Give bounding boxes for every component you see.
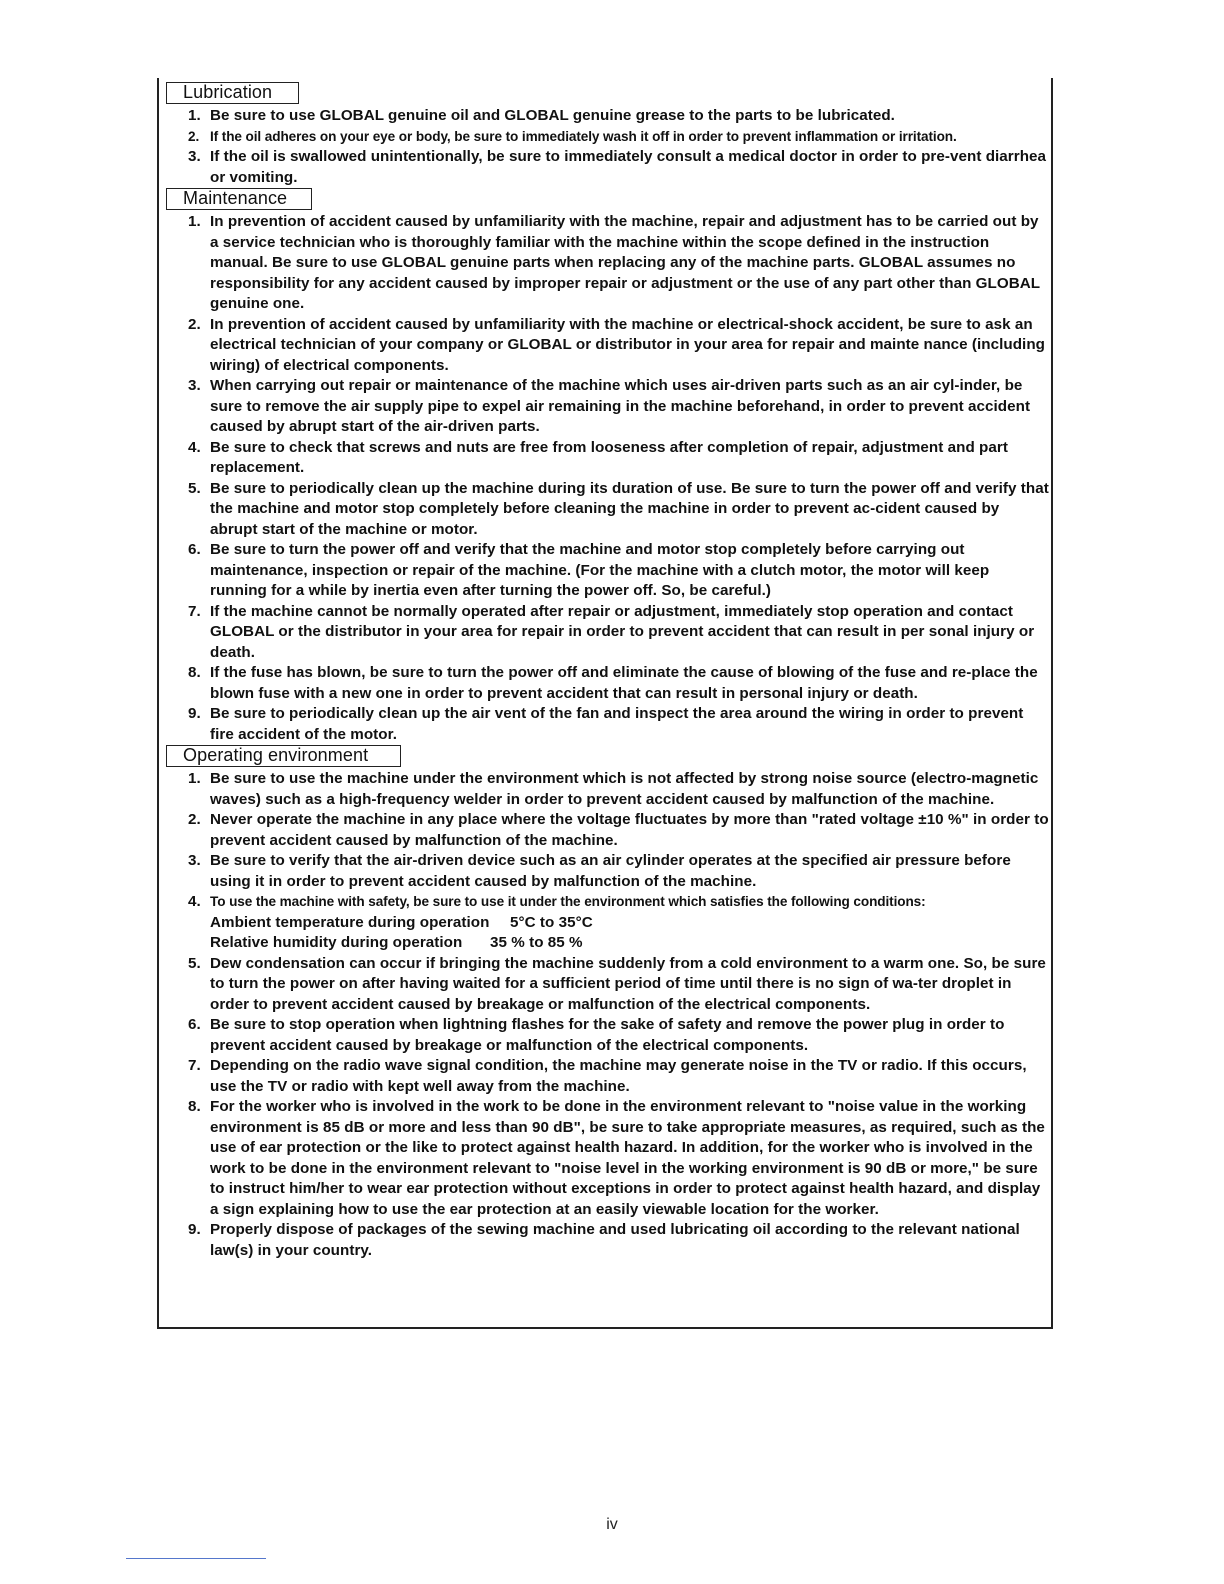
item-number: 1. xyxy=(188,213,201,230)
list-item xyxy=(166,376,1050,438)
item-text: In prevention of accident caused by unfamiliarity with the machine or electrical-shock accident, be sure to ask an electrical technician of your company or GLOBAL or distributor in your area for repair and mainte nance (including wiring) of electrical components. xyxy=(210,315,1045,374)
list-item xyxy=(166,1220,1050,1261)
item-number: 7. xyxy=(188,1057,201,1074)
section-heading-maintenance: Maintenance xyxy=(166,188,312,210)
condition-ambient-temperature xyxy=(210,913,1050,934)
item-number: 1. xyxy=(188,770,201,787)
section-heading-operating-environment: Operating environment xyxy=(166,745,401,767)
item-text: If the fuse has blown, be sure to turn the power off and eliminate the cause of blowing of the fuse and re-place the blown fuse with a new one in order to prevent accident that can result in personal injury or death. xyxy=(210,664,1038,702)
list-item xyxy=(166,810,1050,851)
item-text: Never operate the machine in any place where the voltage fluctuates by more than "rated voltage ±10 %" in order to prevent accident caused by malfunction of the machine. xyxy=(210,811,1049,849)
item-text: Be sure to turn the power off and verify that the machine and motor stop completely before carrying out maintenance, inspection or repair of the machine. (For the machine with a clutch motor, the motor will keep running for a while by inertia even after turning the power off. So, be careful.) xyxy=(210,541,990,599)
condition-label: Relative humidity during operation xyxy=(210,934,463,951)
section-lubrication xyxy=(166,82,1050,188)
list-item xyxy=(166,212,1050,315)
item-number: 2. xyxy=(188,128,200,144)
item-text: If the oil is swallowed unintentionally, be sure to immediately consult a medical doctor in order to pre-vent diarrhea or vomiting. xyxy=(210,148,1047,186)
section-operating-environment xyxy=(166,745,1050,1261)
item-number: 4. xyxy=(188,438,201,456)
list-item xyxy=(166,1015,1050,1056)
list-item xyxy=(166,954,1050,1016)
item-number: 9. xyxy=(188,1221,201,1238)
item-text: Be sure to verify that the air-driven device such as an air cylinder operates at the specified air pressure before using it in order to prevent accident caused by malfunction of the machine. xyxy=(210,852,1011,890)
list-item xyxy=(166,892,1050,954)
item-text: Be sure to use GLOBAL genuine oil and GLOBAL genuine grease to the parts to be lubricated. xyxy=(210,107,895,124)
list-item xyxy=(166,438,1050,479)
item-number: 2. xyxy=(188,315,201,333)
item-number: 3. xyxy=(188,852,201,869)
item-text: When carrying out repair or maintenance of the machine which uses air-driven parts such as an air cyl-inder, be sure to remove the air supply pipe to expel air remaining in the machine beforehand, in order to prevent accident caused by abrupt start of the air-driven parts. xyxy=(210,377,1031,435)
item-number: 8. xyxy=(188,1098,201,1115)
item-number: 4. xyxy=(188,893,201,910)
item-text: Depending on the radio wave signal condition, the machine may generate noise in the TV or radio. If this occurs, use the TV or radio with kept well away from the machine. xyxy=(210,1057,1027,1095)
environment-list xyxy=(166,769,1050,1261)
item-text: In prevention of accident caused by unfamiliarity with the machine, repair and adjustment has to be carried out by a service technician who is thoroughly familiar with the machine within the scope defined in the instruction manual. Be sure to use GLOBAL genuine parts when replacing any of the machine parts. GLOBAL assumes no responsibility for any accident caused by improper repair or adjustment or the use of any part other than GLOBAL genuine one. xyxy=(210,213,1040,312)
item-text: Be sure to periodically clean up the machine during its duration of use. Be sure to turn the power off and verify that the machine and motor stop completely before cleaning the machine in order to prevent ac-cident caused by abrupt start of the machine or motor. xyxy=(210,479,1049,538)
lubrication-list xyxy=(166,106,1050,188)
item-number: 6. xyxy=(188,541,201,558)
condition-relative-humidity xyxy=(210,933,1050,954)
footnote-divider xyxy=(126,1558,266,1559)
item-number: 3. xyxy=(188,148,201,165)
item-text: Be sure to stop operation when lightning flashes for the sake of safety and remove the power plug in order to prevent accident caused by breakage or malfunction of the electrical components. xyxy=(210,1016,1005,1054)
item-text: Properly dispose of packages of the sewing machine and used lubricating oil according to the relevant national law(s) in your country. xyxy=(210,1221,1020,1259)
list-item xyxy=(166,1097,1050,1220)
item-number: 8. xyxy=(188,664,201,681)
section-maintenance xyxy=(166,188,1050,745)
item-text: For the worker who is involved in the work to be done in the environment relevant to "noise value in the working environment is 85 dB or more and less than 90 dB", be sure to take appropriate measures, as required, such as the use of ear protection or the like to protect against health hazard. In addition, for the worker who is involved in the work to be done in the environment relevant to "noise level in the working environment is 90 dB or more," be sure to instruct him/her to wear ear protection without exceptions in order to protect against health hazard, and display a sign explaining how to use the ear protection at an easily viewable location for the worker. xyxy=(210,1098,1045,1218)
item-text: To use the machine with safety, be sure to use it under the environment which satisfies the following conditions: xyxy=(210,894,926,909)
list-item xyxy=(166,315,1050,377)
list-item xyxy=(166,147,1050,188)
maintenance-list xyxy=(166,212,1050,745)
item-text: Be sure to check that screws and nuts are free from looseness after completion of repair, adjustment and part replacement. xyxy=(210,438,1008,476)
item-number: 6. xyxy=(188,1016,201,1033)
list-item xyxy=(166,704,1050,745)
item-text: If the oil adheres on your eye or body, be sure to immediately wash it off in order to prevent inflammation or irritation. xyxy=(210,128,957,144)
item-number: 5. xyxy=(188,954,201,972)
list-item xyxy=(166,602,1050,664)
condition-label: Ambient temperature during operation xyxy=(210,913,490,931)
list-item xyxy=(166,1056,1050,1097)
item-number: 5. xyxy=(188,479,201,497)
item-text: Be sure to use the machine under the environment which is not affected by strong noise source (electro-magnetic waves) such as a high-frequency welder in order to prevent accident caused by malfunction of the machine. xyxy=(210,770,1039,808)
item-number: 7. xyxy=(188,602,201,620)
item-text: Be sure to periodically clean up the air vent of the fan and inspect the area around the wiring in order to prevent fire accident of the motor. xyxy=(210,705,1024,743)
item-text: If the machine cannot be normally operated after repair or adjustment, immediately stop operation and contact GLOBAL or the distributor in your area for repair in order to prevent accident that can result in per sonal injury or death. xyxy=(210,602,1035,661)
item-number: 2. xyxy=(188,811,201,828)
list-item xyxy=(166,540,1050,602)
list-item xyxy=(166,851,1050,892)
list-item xyxy=(166,769,1050,810)
item-text: Dew condensation can occur if bringing the machine suddenly from a cold environment to a warm one. So, be sure to turn the power on after having waited for a sufficient period of time until there is no sign of wa-ter droplet in order to prevent accident caused by breakage or malfunction of the electrical components. xyxy=(210,954,1046,1013)
item-number: 3. xyxy=(188,377,201,394)
section-heading-lubrication: Lubrication xyxy=(166,82,299,104)
item-number: 9. xyxy=(188,705,201,722)
item-number: 1. xyxy=(188,107,201,124)
page-number: iv xyxy=(606,1516,618,1533)
list-item xyxy=(166,479,1050,541)
condition-value: 5°C to 35°C xyxy=(510,913,593,931)
list-item xyxy=(166,663,1050,704)
list-item xyxy=(166,106,1050,127)
document-body xyxy=(166,82,1050,1261)
condition-value: 35 % to 85 % xyxy=(490,934,583,951)
list-item xyxy=(166,127,1050,148)
